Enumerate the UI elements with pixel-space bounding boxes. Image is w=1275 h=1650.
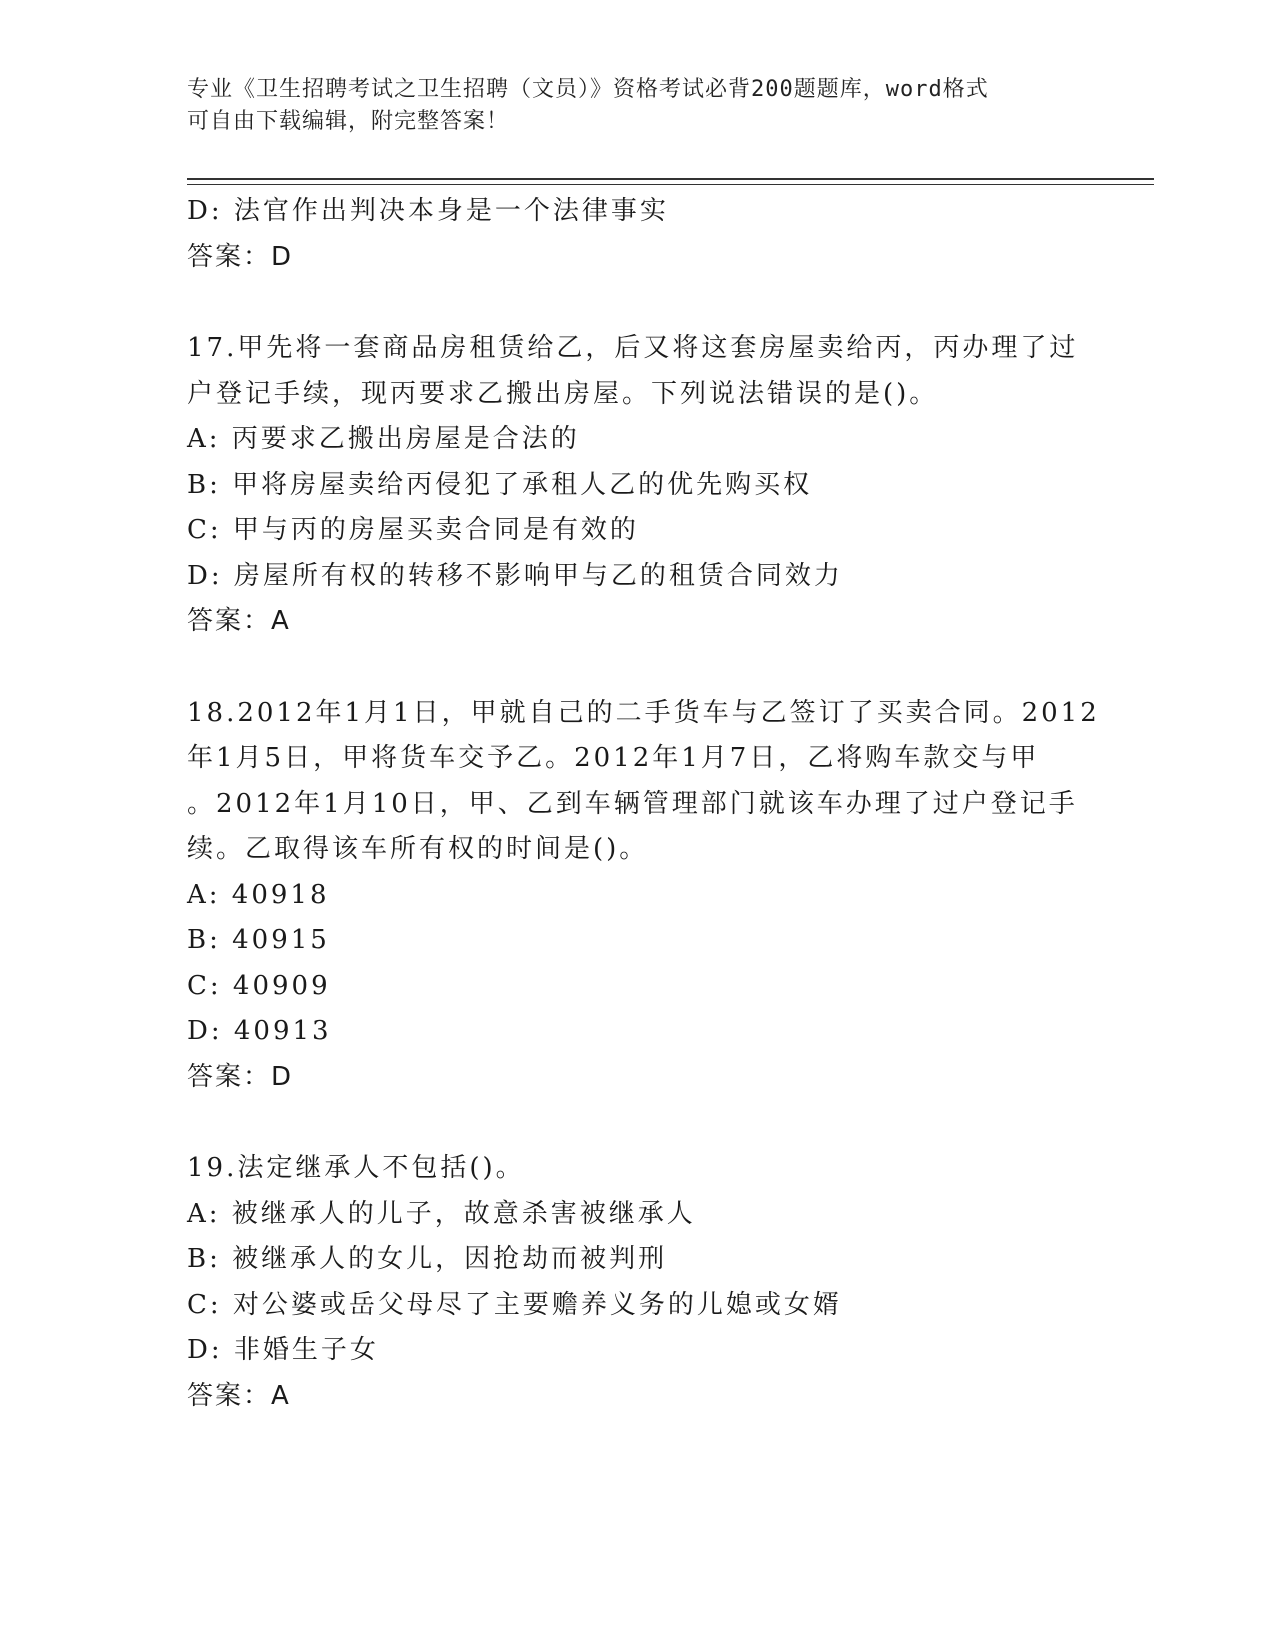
question-stem: 17.甲先将一套商品房租赁给乙，后又将这套房屋卖给丙，丙办理了过 (187, 333, 1079, 363)
answer-label: 答案：A (187, 1380, 291, 1411)
option-d: D: 房屋所有权的转移不影响甲与乙的租赁合同效力 (187, 560, 843, 591)
option-a: A: 被继承人的儿子，故意杀害被继承人 (187, 1198, 696, 1229)
question-stem: 年1月5日，甲将货车交予乙。2012年1月7日，乙将购车款交与甲 (187, 743, 1040, 773)
option-d: D: 40913 (187, 1016, 332, 1046)
header-line-2: 可自由下载编辑，附完整答案！ (187, 109, 510, 134)
question-list (187, 189, 1100, 1419)
question-stem: 。2012年1月10日，甲、乙到车辆管理部门就该车办理了过户登记手 (187, 788, 1078, 819)
option-d: D: 非婚生子女 (187, 1335, 379, 1365)
question-18 (187, 691, 1100, 1101)
question-stem: 19.法定继承人不包括()。 (187, 1153, 525, 1183)
spacer (187, 645, 1087, 691)
option-b: B: 40915 (187, 925, 330, 955)
option-d: D: 法官作出判决本身是一个法律事实 (187, 196, 669, 226)
option-b: B: 被继承人的女儿，因抢劫而被判刑 (187, 1244, 668, 1274)
question-17 (187, 326, 1087, 645)
header-line-1: 专业《卫生招聘考试之卫生招聘（文员）》资格考试必背200题题库，word格式 (187, 77, 989, 102)
option-c: C: 对公婆或岳父母尽了主要赡养义务的儿媳或女婿 (187, 1289, 842, 1320)
answer-label: 答案：D (187, 241, 294, 272)
option-a: A: 丙要求乙搬出房屋是合法的 (187, 424, 580, 454)
header-divider-thick (187, 178, 1154, 180)
answer-label: 答案：D (187, 1061, 294, 1092)
option-c: C: 甲与丙的房屋买卖合同是有效的 (187, 515, 639, 545)
document-header (187, 74, 1067, 138)
question-stem: 续。乙取得该车所有权的时间是()。 (187, 834, 649, 864)
option-b: B: 甲将房屋卖给丙侵犯了承租人乙的优先购买权 (187, 469, 813, 500)
header-divider-thin (187, 184, 1154, 185)
question-stem: 户登记手续，现丙要求乙搬出房屋。下列说法错误的是()。 (187, 378, 939, 409)
question-stem: 18.2012年1月1日，甲就自己的二手货车与乙签订了买卖合同。2012 (187, 697, 1100, 728)
answer-label: 答案：A (187, 606, 291, 636)
spacer (187, 1100, 1087, 1146)
spacer (187, 280, 1087, 326)
question-16-tail (187, 189, 1087, 280)
option-c: C: 40909 (187, 970, 331, 1001)
option-a: A: 40918 (187, 879, 330, 910)
question-19 (187, 1146, 1087, 1419)
